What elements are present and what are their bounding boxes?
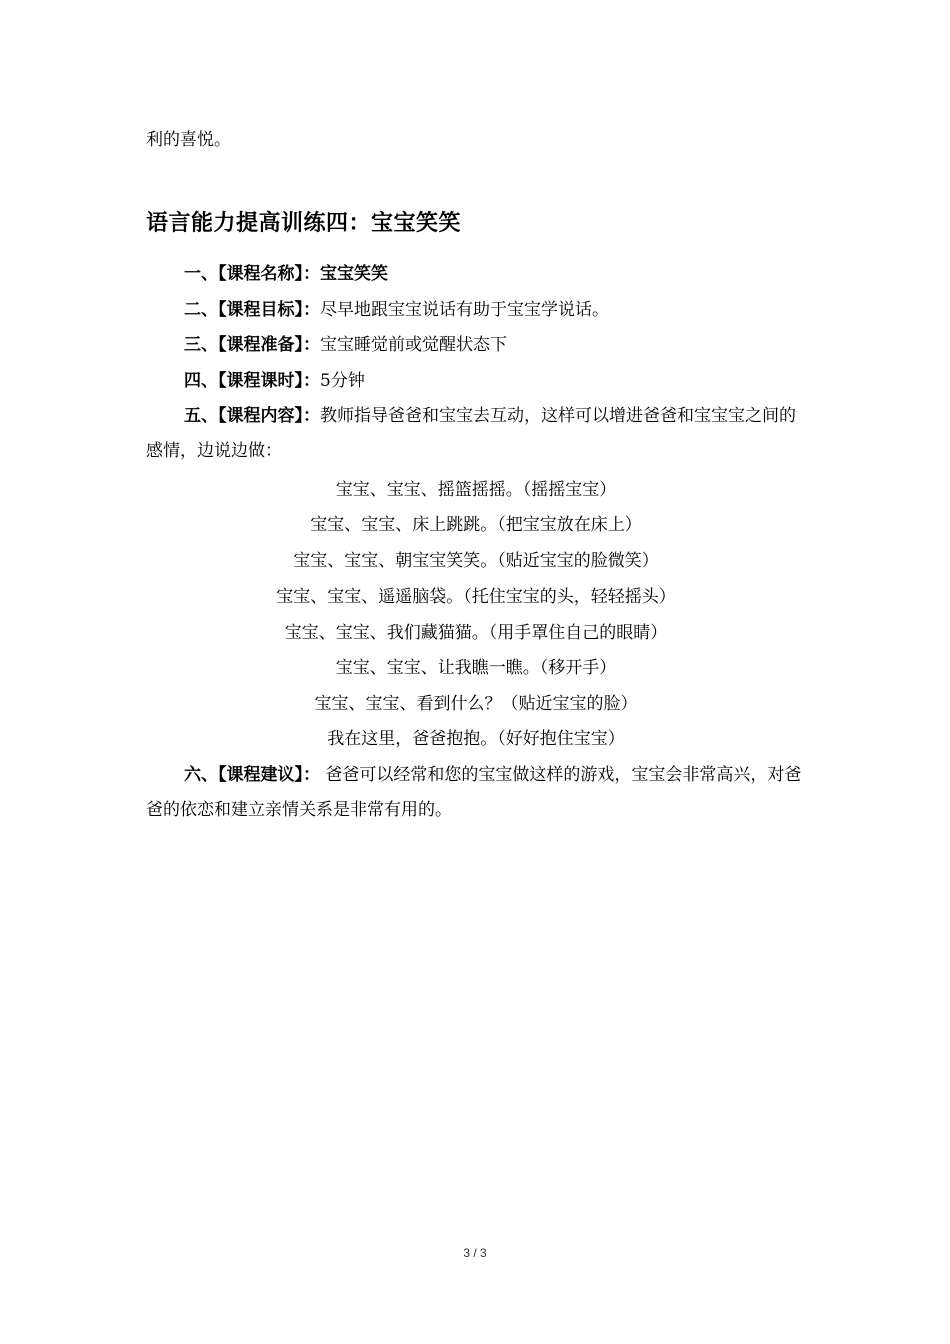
item-label: 五、【课程内容】： (184, 406, 320, 426)
course-preparation-item (146, 328, 806, 363)
rhyme-line: 宝宝、宝宝、朝宝宝笑笑。（贴近宝宝的脸微笑） (293, 551, 659, 571)
rhyme-line: 宝宝、宝宝、我们藏猫猫。（用手罩住自己的眼睛） (284, 623, 668, 643)
item-value: 教师指导爸爸和宝宝去互动，这样可以增进爸爸和宝宝宝之间的感情，边说边做： (146, 406, 796, 461)
rhyme-line: 宝宝、宝宝、摇篮摇摇。（摇摇宝宝） (335, 480, 617, 500)
item-label: 二、【课程目标】： (184, 300, 320, 320)
course-goal-item (146, 293, 806, 328)
course-content-item (146, 399, 806, 469)
course-suggestion-item (146, 758, 806, 828)
item-value: 宝宝睡觉前或觉醒状态下 (320, 335, 507, 355)
page-number: 3 / 3 (463, 1246, 487, 1260)
continuation-text: 利的喜悦。 (146, 130, 231, 150)
rhyme-line: 宝宝、宝宝、看到什么？（贴近宝宝的脸） (314, 694, 638, 714)
item-value: 宝宝笑笑 (320, 264, 388, 284)
item-value: 爸爸可以经常和您的宝宝做这样的游戏，宝宝会非常高兴，对爸爸的依恋和建立亲情关系是非常有用的。 (146, 765, 802, 820)
section-heading: 语言能力提高训练四：宝宝笑笑 (146, 210, 462, 236)
course-duration-item (146, 364, 806, 399)
rhyme-line: 宝宝、宝宝、遥遥脑袋。（托住宝宝的头，轻轻摇头） (276, 587, 676, 607)
rhyme-line: 宝宝、宝宝、床上跳跳。（把宝宝放在床上） (310, 515, 642, 535)
item-value: 5分钟 (320, 371, 365, 391)
item-label: 一、【课程名称】： (184, 264, 320, 284)
course-name-item (146, 257, 806, 292)
rhyme-line: 我在这里，爸爸抱抱。（好好抱住宝宝） (327, 729, 625, 749)
item-value: 尽早地跟宝宝说话有助于宝宝学说话。 (320, 300, 609, 320)
item-label: 四、【课程课时】： (184, 371, 320, 391)
rhyme-line: 宝宝、宝宝、让我瞧一瞧。（移开手） (335, 658, 617, 678)
item-label: 三、【课程准备】： (184, 335, 320, 355)
item-label: 六、【课程建议】： (184, 765, 320, 785)
